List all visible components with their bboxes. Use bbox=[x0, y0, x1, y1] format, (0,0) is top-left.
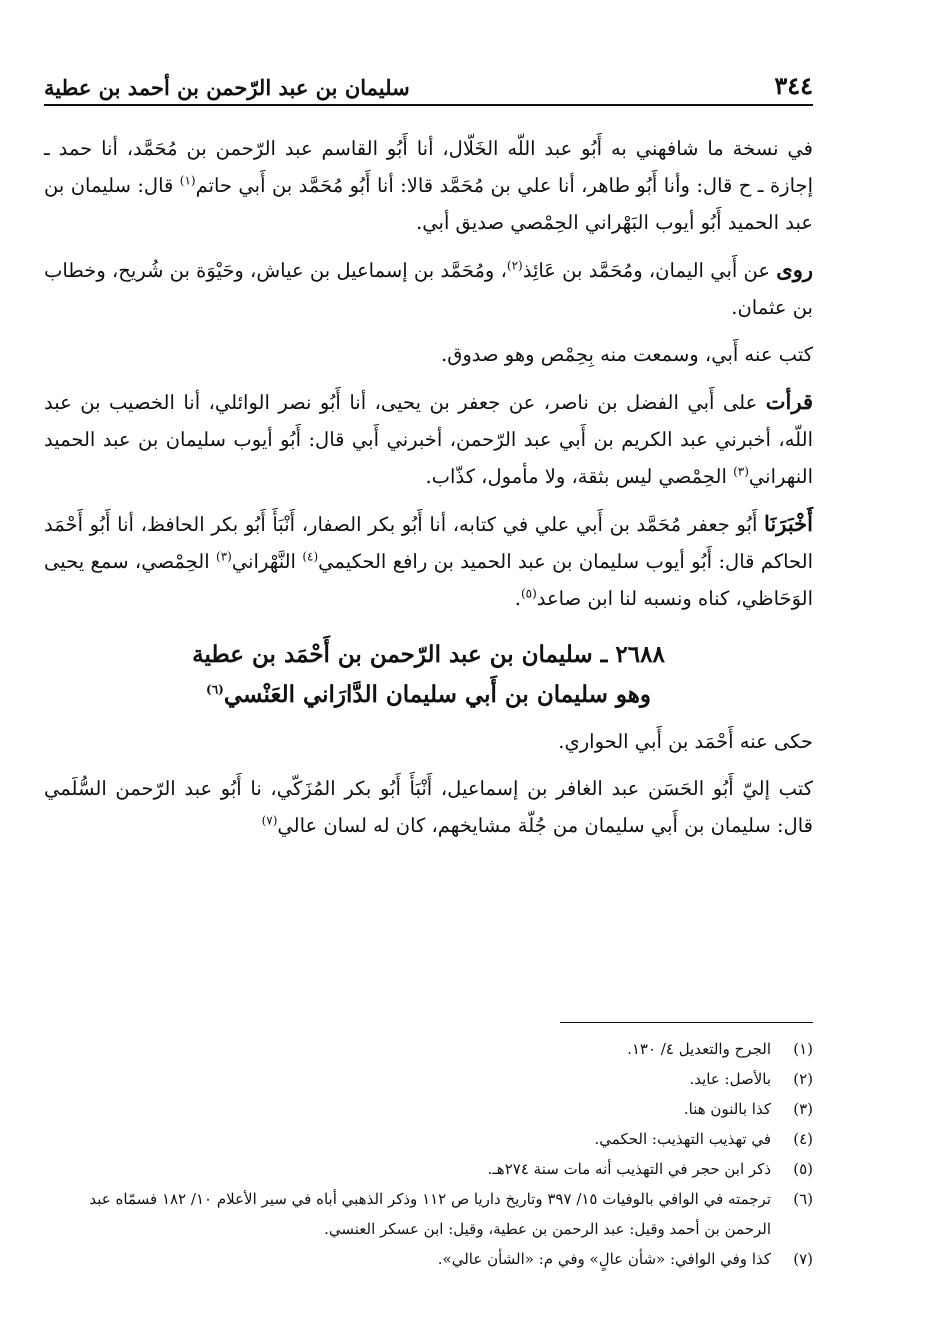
footnote-text: في تهذيب التهذيب: الحكمي. bbox=[594, 1130, 771, 1148]
paragraph bbox=[44, 505, 813, 617]
footnotes bbox=[44, 1034, 813, 1274]
footnote-number: (١) bbox=[793, 1040, 813, 1058]
paragraph-text: قال: سليمان بن عبد الحميد أَبُو أيوب البَهْراني الحِمْصي صديق أبي. bbox=[44, 174, 813, 234]
footnote-text: ذكر ابن حجر في التهذيب أنه مات سنة ٢٧٤هـ. bbox=[487, 1160, 771, 1178]
page-header bbox=[44, 62, 813, 106]
footnote-ref: (٥) bbox=[520, 586, 537, 601]
paragraph-text: الحِمْصي ليس بثقة، ولا مأمول، كذّاب. bbox=[425, 465, 734, 488]
paragraph-text: على أَبي الفضل بن ناصر، عن جعفر بن يحيى، أنا أَبُو نصر الوائلي، أنا الخصيب بن عبد اللّه، أخبرني عبد الكريم بن أَبي عبد الرّحمن، أخبرني أَبي قال: أَبُو أيوب سليمان بن عبد الحميد النهراني bbox=[44, 391, 813, 488]
footnote-number: (٦) bbox=[793, 1190, 813, 1208]
footnote-number: (٢) bbox=[793, 1070, 813, 1088]
paragraph-text: أَبُو جعفر مُحَمَّد بن أَبي علي في كتابه، أنا أَبُو بكر الصفار، أَنْبَأَ أَبُو بكر الحافظ، أنا أَبُو أَحْمَد الحاكم قال: أَبُو أيوب سليمان بن عبد الحميد بن رافع الحكيمي bbox=[44, 513, 813, 573]
footnote-number: (٤) bbox=[793, 1130, 813, 1148]
footnote-ref: (٤) bbox=[302, 549, 319, 564]
page-number: ٣٤٤ bbox=[774, 71, 813, 100]
paragraph-text: . bbox=[514, 587, 521, 610]
running-title: سليمان بن عبد الرّحمن بن أحمد بن عطية bbox=[44, 75, 410, 100]
paragraph-text: عن أَبي اليمان، ومُحَمَّد بن عَائِذ bbox=[522, 259, 777, 282]
footnote-ref: (٦) bbox=[206, 682, 224, 697]
paragraph-text: كتب عنه أَبي، وسمعت منه بِحِمْص وهو صدوق. bbox=[441, 343, 813, 366]
footnote bbox=[44, 1124, 813, 1154]
footnote-ref: (٧) bbox=[261, 813, 278, 828]
paragraph bbox=[44, 383, 813, 495]
footnote-ref: (٣) bbox=[216, 549, 232, 564]
footnote bbox=[44, 1244, 813, 1274]
paragraph bbox=[44, 251, 813, 326]
footnote-number: (٧) bbox=[793, 1250, 813, 1268]
paragraph-text: في نسخة ما شافهني به أَبُو عبد اللّه الخَلّال، أنا أَبُو القاسم عبد الرّحمن بن مُحَمَّد، أنا حمد ـ إجازة ـ ح قال: وأنا أَبُو طاهر، أنا علي بن مُحَمَّد قالا: أنا أَبُو مُحَمَّد بن أَبي حاتم bbox=[44, 137, 813, 197]
paragraph-text: حكى عنه أَحْمَد بن أَبي الحواري. bbox=[558, 730, 813, 753]
paragraph bbox=[44, 723, 813, 760]
paragraph-text: ، ومُحَمَّد بن إسماعيل بن عياش، وحَيْوَة بن شُريح، وخطاب بن عثمان. bbox=[44, 259, 813, 319]
footnote-number: (٥) bbox=[793, 1160, 813, 1178]
paragraph bbox=[44, 336, 813, 373]
footnotes-divider bbox=[560, 1022, 813, 1023]
paragraph-text: الحِمْصي، سمع يحيى الوَحَاظي، كناه ونسبه لنا ابن صاعد bbox=[44, 550, 813, 610]
footnote bbox=[44, 1184, 813, 1244]
paragraph-text: النَّهْراني bbox=[231, 550, 303, 573]
entry-heading-text: وهو سليمان بن أَبي سليمان الدَّارَاني العَنْسي bbox=[223, 681, 651, 708]
paragraph-text: كتب إليّ أَبُو الحَسَن عبد الغافر بن إسماعيل، أَنْبَأَ أَبُو بكر المُزَكّي، نا أَبُو عبد الرّحمن السُّلَمي قال: سليمان بن أَبي سليمان من جُلّة مشايخهم، كان له لسان عالي bbox=[44, 777, 813, 837]
footnote-text: الجرح والتعديل ٤/ ١٣٠. bbox=[627, 1040, 771, 1058]
paragraph-lead-word: قرأت bbox=[765, 389, 813, 414]
paragraph-lead-word: روى bbox=[776, 257, 813, 282]
footnote-ref: (١) bbox=[179, 173, 196, 188]
footnote-text: كذا وفي الوافي: «شأن عالٍ» وفي م: «الشأن عالي». bbox=[437, 1250, 771, 1268]
footnote-ref: (٢) bbox=[506, 258, 523, 273]
footnote-text: كذا بالنون هنا. bbox=[683, 1100, 771, 1118]
main-text bbox=[44, 130, 813, 854]
footnote-ref: (٣) bbox=[733, 464, 749, 479]
entry-heading-line: ٢٦٨٨ ـ سليمان بن عبد الرّحمن بن أَحْمَد بن عطية bbox=[192, 641, 665, 668]
paragraph-lead-word: أَخْبَرَنَا bbox=[764, 511, 813, 536]
entry-heading bbox=[44, 635, 813, 715]
footnote-text: بالأصل: عايد. bbox=[689, 1070, 771, 1088]
entry-heading-line bbox=[44, 675, 813, 715]
footnote bbox=[44, 1094, 813, 1124]
footnote bbox=[44, 1064, 813, 1094]
footnote-text: ترجمته في الوافي بالوفيات ١٥/ ٣٩٧ وتاريخ داريا ص ١١٢ وذكر الذهبي أباه في سير الأعلام ١٠/ ١٨٢ فسمّاه عبد الرحمن بن أحمد وقيل: عبد الرحمن بن عطية، وقيل: ابن عسكر العنسي. bbox=[89, 1190, 771, 1238]
footnote bbox=[44, 1034, 813, 1064]
footnote bbox=[44, 1154, 813, 1184]
paragraph bbox=[44, 770, 813, 844]
footnote-number: (٣) bbox=[793, 1100, 813, 1118]
paragraph bbox=[44, 130, 813, 241]
